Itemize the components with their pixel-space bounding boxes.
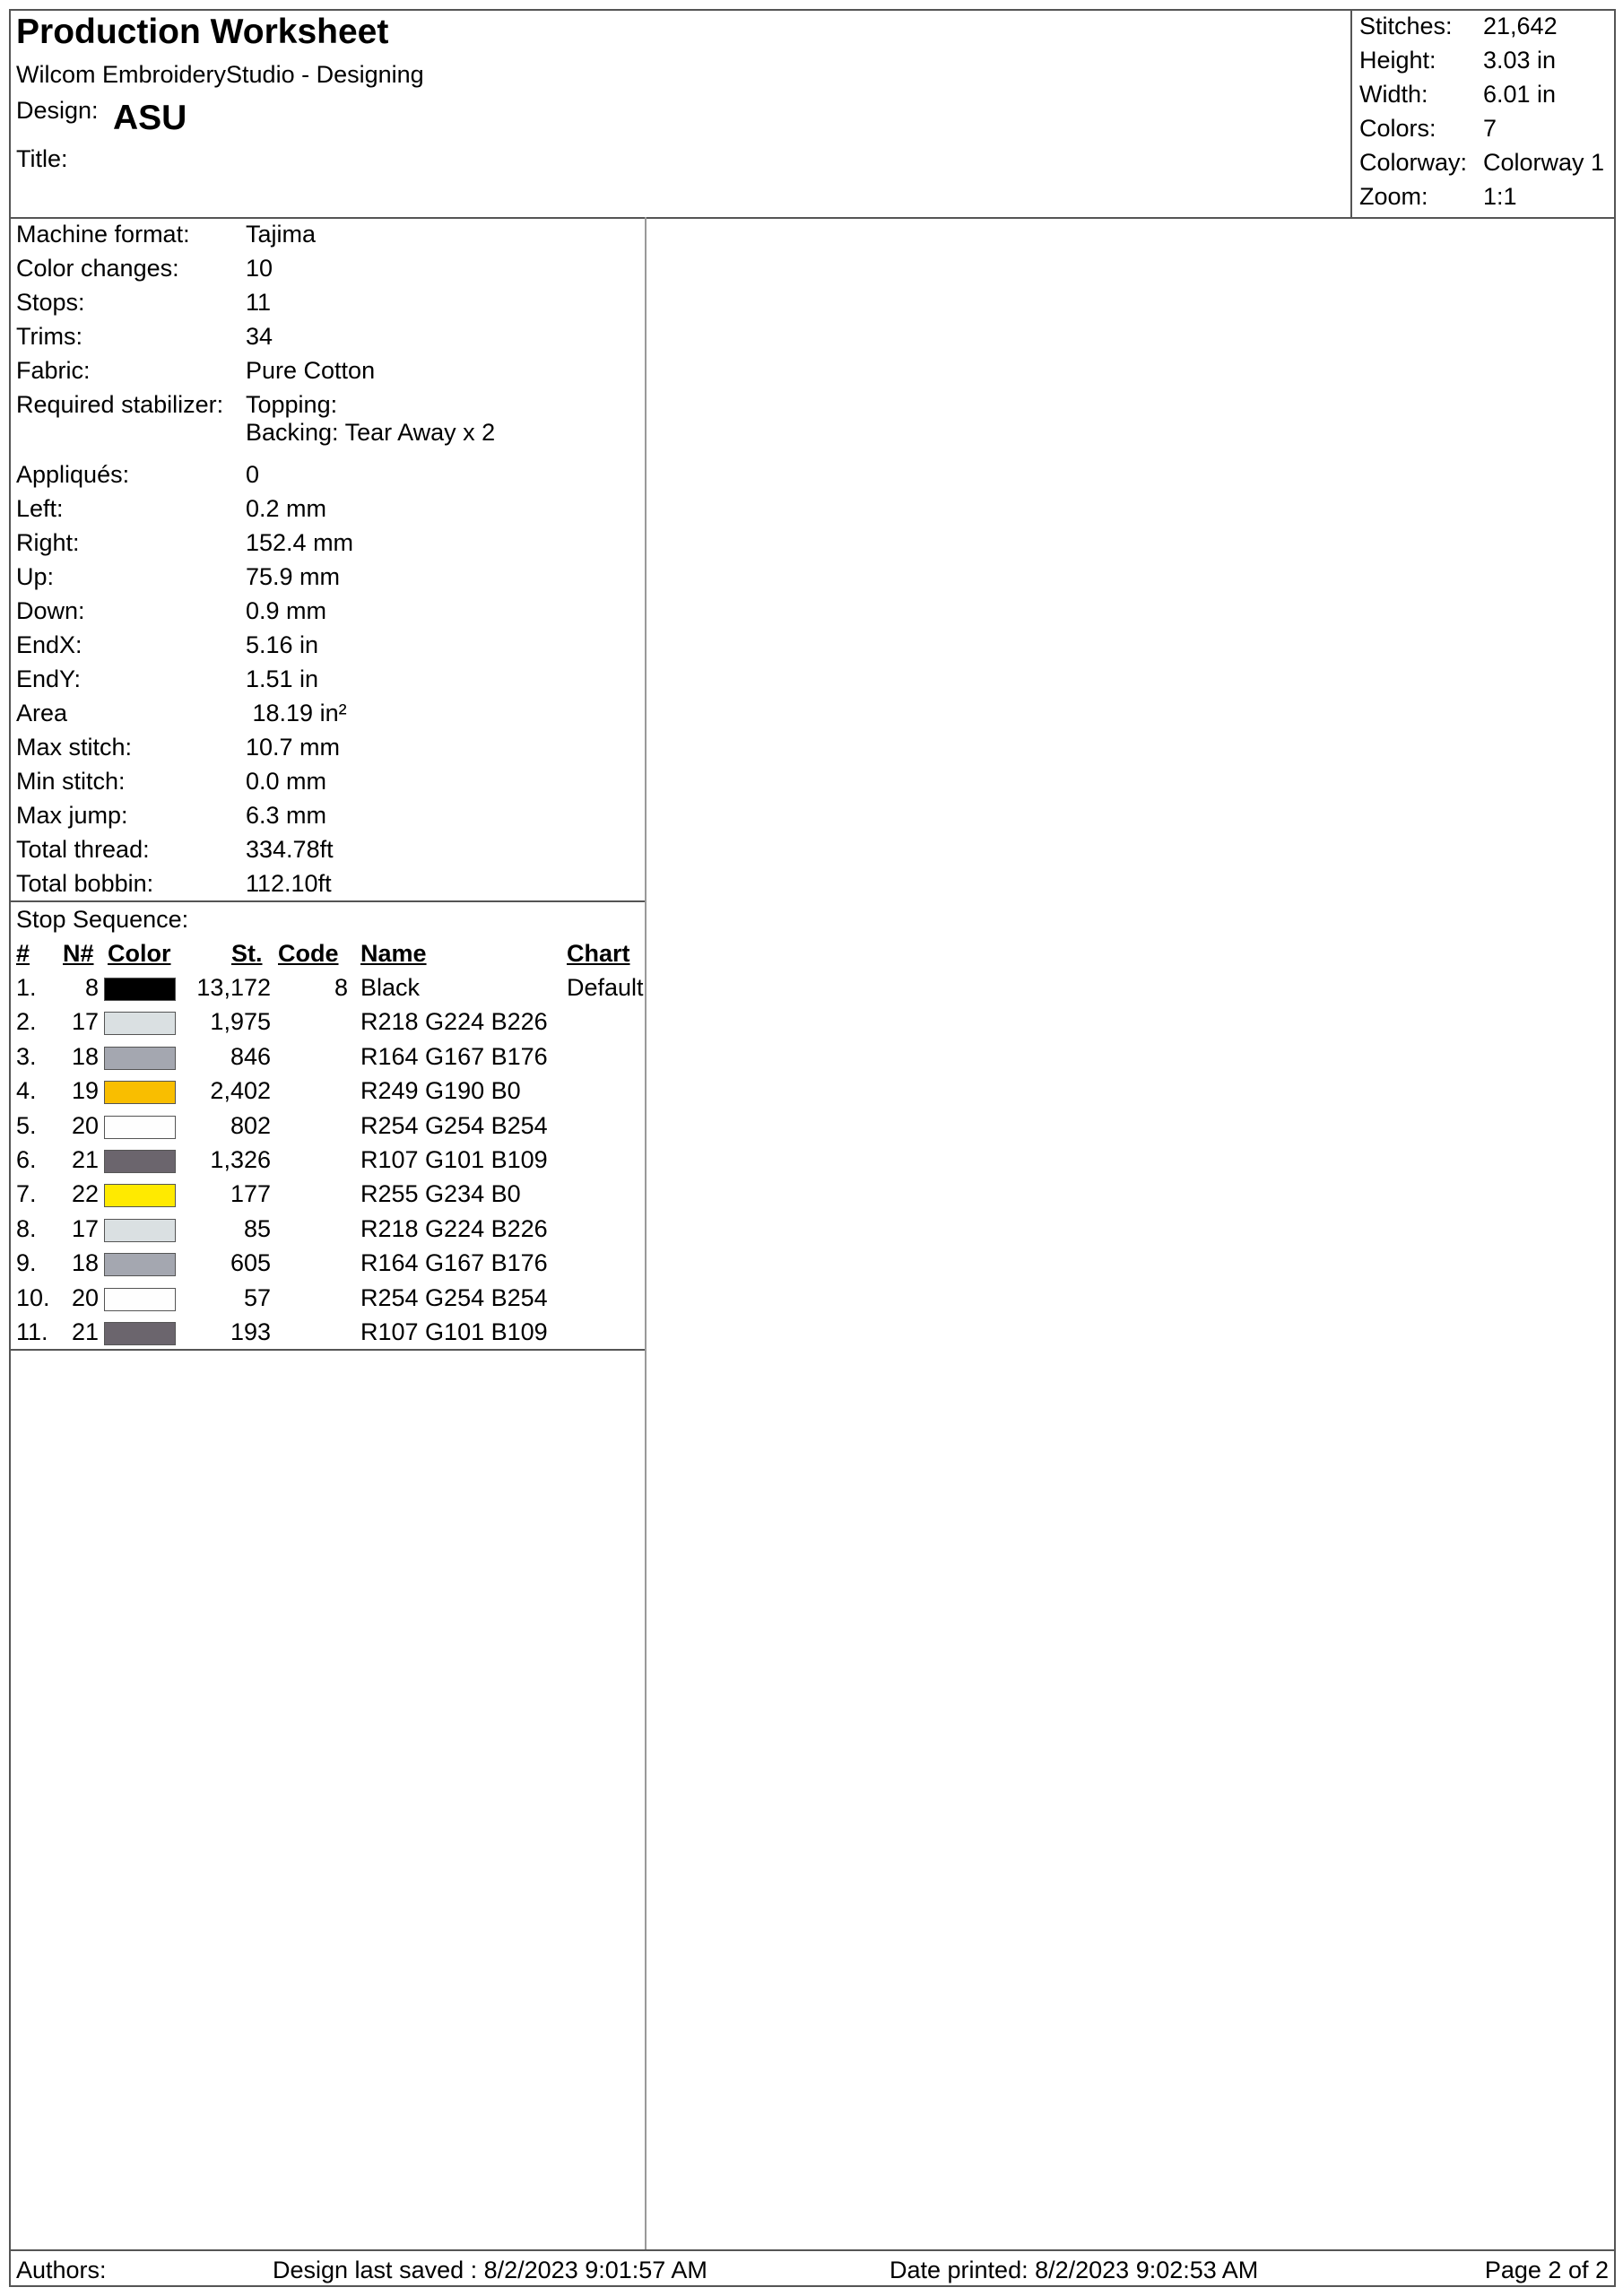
row-needle: 21	[71, 1318, 99, 1345]
row-stitches: 1,326	[210, 1146, 271, 1173]
column-divider	[645, 217, 647, 2251]
row-needle: 17	[71, 1008, 99, 1036]
color-swatch	[104, 1047, 176, 1070]
summary-colorway: Colorway: Colorway 1	[1359, 149, 1605, 176]
column-header-index: #	[16, 940, 30, 967]
row-index: 2.	[16, 1008, 37, 1036]
row-index: 3.	[16, 1042, 37, 1070]
row-color-name: R255 G234 B0	[360, 1180, 521, 1208]
row-stitches: 57	[243, 1283, 271, 1311]
column-header-name: Name	[360, 940, 427, 967]
row-stitches: 1,975	[210, 1008, 271, 1036]
row-needle: 19	[71, 1077, 99, 1105]
row-color-name: R218 G224 B226	[360, 1214, 548, 1242]
table-row	[9, 1146, 646, 1180]
row-stitches: 802	[230, 1111, 271, 1139]
color-swatch	[104, 1219, 176, 1242]
design-details: Machine format: Tajima Color changes: 10 Stops: 11 Trims: 34 Fabric: Pure Cotton Required stabilizer: Topping: Backing: Tear Away x 2 Appliqués: 0 Left: 0.2 mm Right: 152.4 mm Up: 75.9 mm Down: 0.9 mm EndX: 5.16 in EndY: 1.51 in Area 18.19 in² Max stitch: 10.7 mm Min stitch: 0.0 mm Max jump: 6.3 mm Total thread: 334.78ft Total bobbin: 112.10ft	[9, 217, 646, 902]
row-color-name: R107 G101 B109	[360, 1146, 548, 1173]
summary-height: Height: 3.03 in	[1359, 47, 1557, 74]
row-needle: 18	[71, 1042, 99, 1070]
footer-last-saved: Design last saved : 8/2/2023 9:01:57 AM	[273, 2257, 707, 2283]
row-index: 8.	[16, 1214, 37, 1242]
table-row	[9, 1180, 646, 1214]
footer-authors: Authors:	[16, 2257, 107, 2283]
worksheet-footer	[9, 2249, 1616, 2287]
row-needle: 18	[71, 1249, 99, 1277]
row-stitches: 193	[230, 1318, 271, 1345]
table-row	[9, 1284, 646, 1318]
stop-sequence-title: Stop Sequence:	[16, 906, 189, 933]
color-swatch	[104, 1288, 176, 1311]
row-index: 6.	[16, 1146, 37, 1173]
worksheet-header	[9, 9, 1616, 219]
column-header-chart: Chart	[567, 940, 630, 967]
table-row	[9, 1249, 646, 1283]
row-color-name: R164 G167 B176	[360, 1042, 548, 1070]
header-info	[16, 9, 1343, 217]
summary-stitches: Stitches: 21,642	[1359, 13, 1558, 39]
row-stitches: 177	[230, 1180, 271, 1208]
row-index: 9.	[16, 1249, 37, 1277]
details-column	[9, 217, 646, 2251]
row-needle: 20	[71, 1283, 99, 1311]
row-color-name: R218 G224 B226	[360, 1008, 548, 1036]
row-stitches: 13,172	[196, 974, 271, 1001]
row-code: 8	[334, 974, 348, 1001]
color-swatch	[104, 1081, 176, 1104]
column-header-needle: N#	[63, 940, 94, 967]
row-stitches: 846	[230, 1042, 271, 1070]
design-label: Design:	[16, 97, 99, 124]
row-needle: 22	[71, 1180, 99, 1208]
row-index: 4.	[16, 1077, 37, 1105]
row-index: 10.	[16, 1283, 50, 1311]
color-swatch	[104, 978, 176, 1001]
design-name: ASU	[113, 99, 187, 137]
row-index: 11.	[16, 1318, 48, 1345]
row-stitches: 85	[243, 1214, 271, 1242]
column-header-color: Color	[108, 940, 171, 967]
row-needle: 21	[71, 1146, 99, 1173]
row-index: 1.	[16, 974, 37, 1001]
table-row	[9, 1008, 646, 1042]
application-name: Wilcom EmbroideryStudio - Designing	[16, 61, 424, 88]
summary-panel	[1350, 9, 1614, 217]
row-stitches: 605	[230, 1249, 271, 1277]
row-chart: Default	[567, 974, 644, 1001]
row-color-name: R107 G101 B109	[360, 1318, 548, 1345]
row-needle: 17	[71, 1214, 99, 1242]
color-swatch	[104, 1253, 176, 1276]
column-header-code: Code	[278, 940, 339, 967]
table-row	[9, 974, 646, 1008]
row-color-name: R254 G254 B254	[360, 1111, 548, 1139]
row-color-name: Black	[360, 974, 421, 1001]
row-color-name: R254 G254 B254	[360, 1283, 548, 1311]
table-row	[9, 1318, 646, 1352]
color-swatch	[104, 1116, 176, 1139]
row-color-name: R164 G167 B176	[360, 1249, 548, 1277]
title-label: Title:	[16, 145, 68, 172]
table-row	[9, 1112, 646, 1146]
row-stitches: 2,402	[210, 1077, 271, 1105]
footer-page-number: Page 2 of 2	[1484, 2257, 1609, 2283]
page-title: Production Worksheet	[16, 13, 389, 51]
stop-sequence-table	[9, 902, 646, 1351]
row-color-name: R249 G190 B0	[360, 1077, 521, 1105]
table-row	[9, 1215, 646, 1249]
color-swatch	[104, 1012, 176, 1035]
color-swatch	[104, 1322, 176, 1345]
summary-width: Width: 6.01 in	[1359, 81, 1557, 108]
column-header-stitches: St.	[231, 940, 263, 967]
table-row	[9, 1043, 646, 1077]
table-row	[9, 1077, 646, 1111]
color-swatch	[104, 1184, 176, 1207]
row-index: 7.	[16, 1180, 37, 1208]
summary-zoom: Zoom: 1:1	[1359, 183, 1517, 210]
row-index: 5.	[16, 1111, 37, 1139]
footer-date-printed: Date printed: 8/2/2023 9:02:53 AM	[890, 2257, 1259, 2283]
color-swatch	[104, 1150, 176, 1173]
summary-colors: Colors: 7	[1359, 115, 1497, 142]
row-needle: 8	[84, 974, 99, 1001]
row-needle: 20	[71, 1111, 99, 1139]
